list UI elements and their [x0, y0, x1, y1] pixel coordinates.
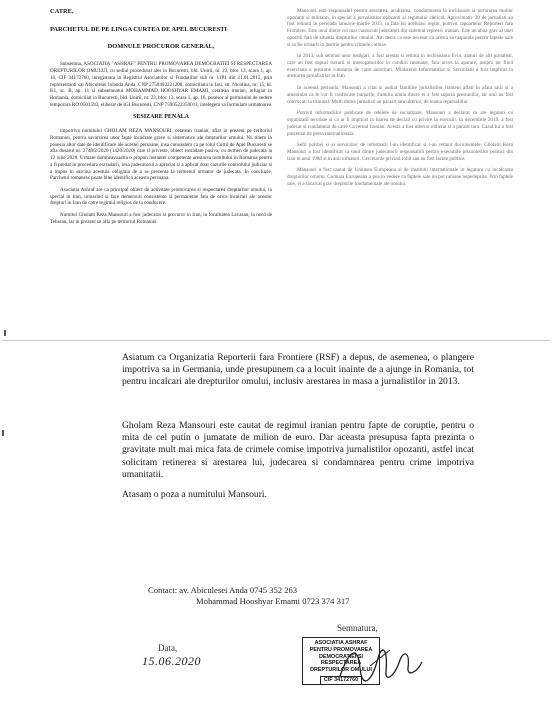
stamp-line-1: ASOCIATIA ASHRAF: [314, 640, 368, 646]
stamp-line-3: DEMOCRATIEI SI RESPECTAREA: [319, 653, 363, 667]
stamp-line-4: DREPTURILOR OMULUI: [310, 667, 372, 673]
signature-label: Semnatura,: [337, 623, 378, 633]
addressee-parchet: PARCHETUL DE PE LINGA CURTEA DE APEL BUCURESTI: [50, 26, 228, 34]
accused-background-paragraph: Numitul Gholam Reza Mansouri a fost judecator si procuror in Iran, in localitatea Lavasan, la nord de Teheran, iar in prezent se afla pe teritoriul Romaniei.: [50, 212, 272, 225]
association-paragraph: Asociatia Ashraf are ca principal obiect de activitate promovarea si respectarea drepturilor omului, in special in Iran, urmarind si face demersuri consistente si permanente fata de orice incalcari ale acestor drepturi in Iran de catre regimul religios de la conducere.: [50, 187, 272, 207]
petitioner-paragraph: Subsemna, ASOCIATIA "ASHRAF" PENTRU PROMOVAREA DEMOCRATIEI SI RESPECTAREA DREPTURILOR OMULUI, cu sediul procedural ales in Bucuresti, bld. Unirii, nr. 23, bloc 13, scara 1, ap. 16, CIF 34172760, inregistrata in Registrul Asociatiilor si Fundatiilor sub nr. 11P1 din 21.01.2015, prin reprezentanti sai Abiculesei Iolanda Anda, CNP 2750402221200, domiciliata in Iasi, str. Nicolina, nr. 15, bl. K1, sc. B, ap. 11 si subsemnatul MOHAMMAD HOOSHYAR EMAMI, cetatean iranian, refugiat in Romania, domiciliat in Bucuresti, bld. Unirii, nr. 23, bloc 13, scara 1, ap. 16, posesor al permisului de sedere temporara RO 0503593, eliberat de IGI Bucuresti, CNP 7590522350011, intelegem sa formulam urmatoarea: [50, 61, 272, 108]
corruption-text: Gholam Reza Mansouri este cautat de regimul iranian pentru fapte de coruptie, pentru o mita de cel putin o jumatate de milion de euro. Dar aceasta presupusa fapta prezinta o gravitate mult mai mica fata de crimele comise impotriva jurnalistilor opozanti, astfel incat solicitam retinerea si arestarea lui, judecarea si condamnarea pentru crime impotriva umanitatii.: [122, 420, 474, 480]
rsf-text: Asiatum ca Organizatia Reporterii fara Frontiere (RSF) a depus, de asemenea, o plangere impotriva sa in Germania, unde presupunem ca a locuit inainte de a ajunge in Romania, tot pentru incalcari ale drepturilor omului, inclusiv arestarea in masa a jurnalistilor in 2013.: [122, 352, 474, 388]
accused-paragraph: impotriva numitului GHOLAM REZA MANSOURI, cetatean iranian, aflat in prezent pe teritoriul Romaniei, pentru savarsirea unor fapte incadrate grave si sistematice ale drepturilor omului. Nu tinem in posesia altor date de identificare ale acestei persoane, insa cunoastem ca pe rolul Curtii de Apel Bucuresti se afla dosarul nr. 2748/2/2020 (1420/2020) care il priveste, obiect extradare pasiva, cu termen de judecata la 12 iulie 2020. Urmare dumneavoastra o propun instantei competente arestarea numitului in Romania pentru a fi predat in procedura extradarii, insa judecatorul a apreciat si a aplicat doar cazurile controlului judiciar si a impus in sarcina acestuia obligatia de a se prezenta la termenul urmator de judecata. In concluzie, Parchetul romanesc poate bine identifica aceasta persoana.: [50, 128, 272, 182]
handwritten-signature: [330, 638, 430, 688]
page-separator: [2, 340, 550, 341]
sesizare-title: SESIZARE PENALA: [133, 114, 189, 121]
right-paragraph-4: Potrivit informatiilor publicate de retelele de socializare, Mansouri a declarat ca are legaturi cu organizatii teroriste si ca ar fi implicat in luarea de decizii cu privire la executii. In decembrie 2019, a fost judecat si condamnat de catre Guvernul Iranian. Acesta a fost ulterior eliberat si a parasit tara. Cazul lui a fost prezentat de presa internationala.: [287, 110, 513, 137]
right-paragraph-3: In aceeasi perioada, Mansouri a citat si audiat familiile jurnalistilor iranieni aflati in afara tarii si a amenintat ca le vor fi confiscate bunurile. Familia unuia dintre ei a fost supusa presiunilor, iar unii au fost convocati la tribunal. Multi dintre jurnalisti au parasit tara ulterior, de teama represaliilor.: [287, 85, 513, 105]
contact-line-2: Mohammad Hooshyar Emami 0723 374 317: [196, 596, 350, 607]
salutation: DOMNULE PROCUROR GENERAL,: [107, 42, 215, 50]
lower-paragraph-rsf: [122, 352, 474, 389]
contact-line-1: Contact: av. Abiculesei Anda 0745 352 263: [148, 585, 298, 595]
date-value: 15.06.2020: [142, 654, 201, 668]
left-column: [50, 8, 272, 231]
lower-paragraph-corruption: [122, 420, 474, 481]
contact-block: [148, 585, 349, 607]
right-paragraph-1: Mansouri este responsabil pentru arestarea, aciditatea, condamnarea la inchisoare si torturarea multor opozanti si militanti, in special a jurnalistilor opozanti ai regimului clerical. Aproximativ 20 de jurnalisti au fost retinuti in perioada ianuarie-martie 2013, in fata lui aceluiasi regim, potrivit rapoartelor Reporteri fara Frontiere. Este unul dintre cei mai cunoscuti judecatori din sistemul represiv iranian. Este un abuz grav al unei opozitii fata de situatia drepturilor omului. Am decis ca este necesar ca acesta sa raspunda pentru faptele sale si sa fie urmarit in justitie pentru crimele comise.: [287, 8, 513, 48]
right-paragraph-5: Sefii politiei si ai serviciilor de informatii l-au identificat si i-au retinut documentele. Gholam Reza Mansouri a fost identificat ca unul dintre judecatorii responsabili pentru executiile prizonierilor politici din Iran in anul 1988 si in anii urmatori. Cercetarile privind rolul sau au fost facute publice.: [287, 142, 513, 162]
photo-note-text: Atasam o poza a numitului Mansouri.: [122, 489, 267, 500]
stamp-line-2: PENTRU PROMOVAREA: [309, 646, 373, 653]
right-column: [287, 8, 513, 193]
lower-paragraph-photo: [122, 489, 474, 501]
scan-mark: [2, 430, 4, 436]
stamp-cif: CIF 34172760: [320, 676, 362, 685]
date-label: Data,: [158, 643, 178, 653]
right-paragraph-2: In 2013, sub semnul unor instigari, a fost arestat si retinut in inchisoarea Evin, alaturi de alti jurnalisti, care au fost supusi torturii si interogatoriilor in conditii inumane, fara acces la aparare, asupra lor fiind exercitata o presiune constanta de catre autoritati. Ministerul Informatiilor si Securitatii a fost implicat in arestarea jurnalistilor in Iran.: [287, 53, 513, 80]
addressee-catre: CATRE,: [50, 8, 74, 15]
right-paragraph-6: Mansouri a fost cautat de Uniunea Europeana si de institutii internationale in legatura cu incalcarea drepturilor omului. Comisia Europeana a pus in vedere ca faptele sale nu pot ramane nepedepsite. Prin faptele sale, el a incalcat grav drepturile fundamentale ale omului.: [287, 167, 513, 187]
scan-mark: [4, 330, 6, 336]
